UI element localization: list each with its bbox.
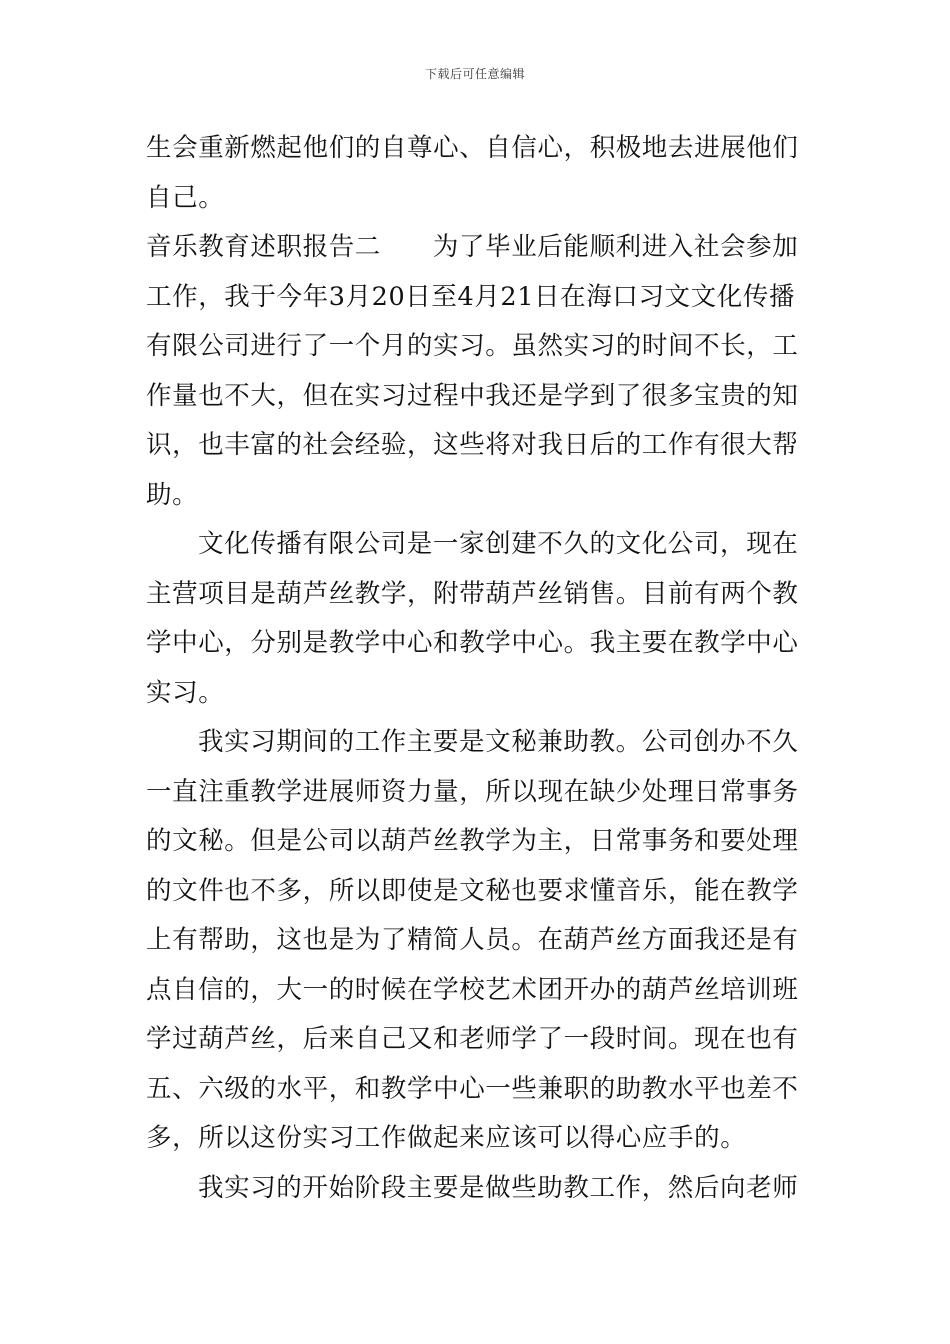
- section-heading-line: [146, 223, 816, 273]
- text-line: 上有帮助，这也是为了精简人员。在葫芦丝方面我还是有: [146, 925, 799, 955]
- text-line: 的文秘。但是公司以葫芦丝教学为主，日常事务和要处理: [146, 826, 799, 856]
- text-line: 五、六级的水平，和教学中心一些兼职的助教水平也差不: [146, 1073, 799, 1104]
- text-line: 工作，我于今年3月20日至4月21日在海口习文文化传播: [146, 281, 796, 312]
- text-line: 实习。: [146, 677, 225, 708]
- paragraph-start-line: 我实习的开始阶段主要是做些助教工作，然后向老师: [198, 1172, 799, 1203]
- text-line: 学中心，分别是教学中心和教学中心。我主要在教学中心: [146, 628, 799, 658]
- text-line: 为了毕业后能顺利进入社会参加: [432, 232, 799, 262]
- section-heading: 音乐教育述职报告二: [146, 232, 381, 262]
- text-line: 有限公司进行了一个月的实习。虽然实习的时间不长，工: [146, 331, 799, 361]
- text-line: 学过葫芦丝，后来自己又和老师学了一段时间。现在也有: [146, 1024, 799, 1054]
- text-line: 多，所以这份实习工作做起来应该可以得心应手的。: [146, 1123, 747, 1153]
- text-line: 的文件也不多，所以即使是文秘也要求懂音乐，能在教学: [146, 875, 799, 906]
- text-line: 识，也丰富的社会经验，这些将对我日后的工作有很大帮: [146, 430, 799, 460]
- document-body: [146, 124, 816, 1213]
- paragraph-start-line: 我实习期间的工作主要是文秘兼助教。公司创办不久: [198, 727, 799, 757]
- text-line: 生会重新燃起他们的自尊心、自信心，积极地去进展他们: [146, 133, 799, 163]
- text-line: 主营项目是葫芦丝教学，附带葫芦丝销售。目前有两个教: [146, 578, 799, 609]
- text-line: 点自信的，大一的时候在学校艺术团开办的葫芦丝培训班: [146, 974, 799, 1005]
- page-header-caption: 下载后可任意编辑: [424, 67, 525, 81]
- text-line: 一直注重教学进展师资力量，所以现在缺少处理日常事务: [146, 776, 799, 807]
- text-line: 自己。: [146, 182, 225, 213]
- paragraph-start-line: 文化传播有限公司是一家创建不久的文化公司，现在: [198, 529, 799, 559]
- text-line: 助。: [146, 479, 199, 510]
- text-line: 作量也不大，但在实习过程中我还是学到了很多宝贵的知: [146, 380, 799, 411]
